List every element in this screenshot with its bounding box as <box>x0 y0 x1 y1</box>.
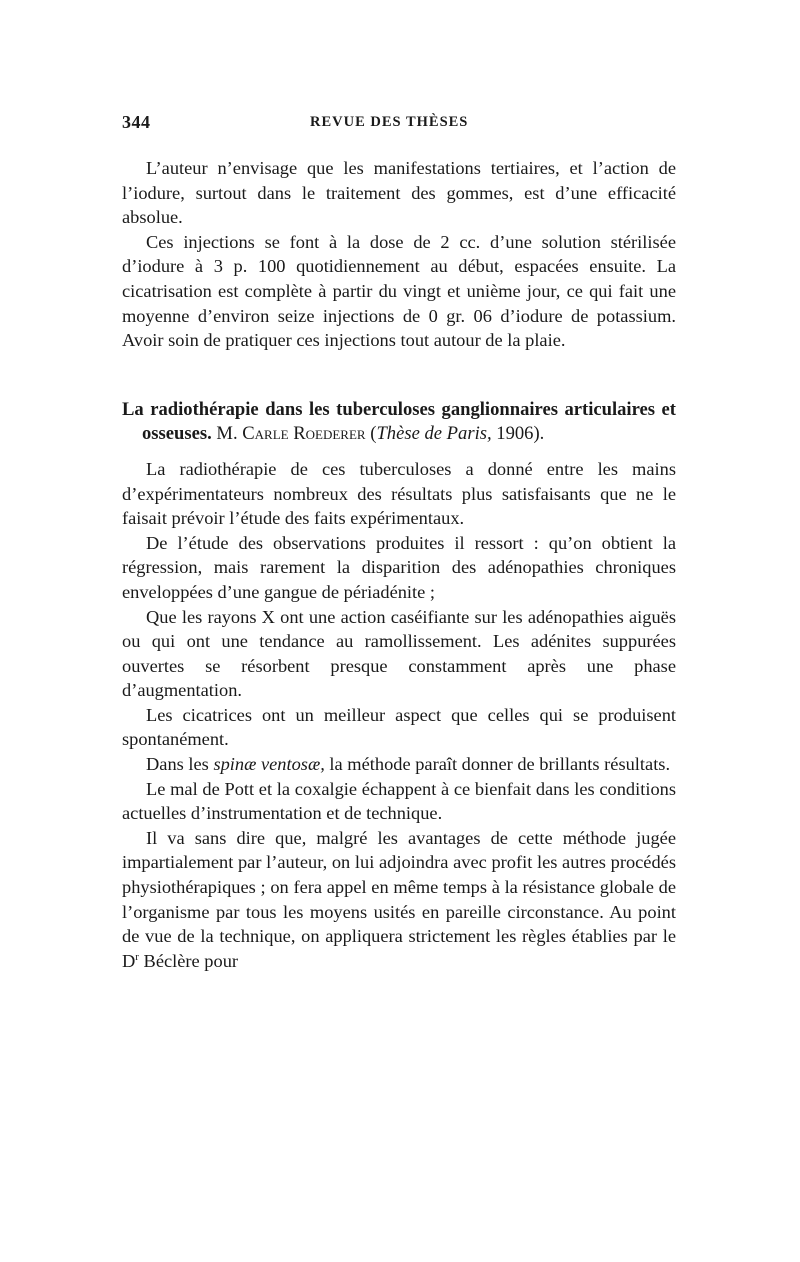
previous-article-conclusion <box>122 156 676 353</box>
spinae-before: Dans les <box>146 754 209 775</box>
running-title: REVUE DES THÈSES <box>310 114 469 130</box>
source-title: Thèse de Paris, <box>376 423 492 445</box>
doctor-superscript: r <box>135 950 139 963</box>
paragraph: L’auteur n’envisage que les manifestations tertiaires, et l’action de l’iodure, surtout dans le traitement des gommes, est d’une efficacité absolue. <box>122 158 676 228</box>
article-title: La radiothérapie dans les tuberculoses ganglionnaires articulaires et osseuses. <box>122 398 676 445</box>
last-end: Béclère pour <box>138 950 239 971</box>
article-heading <box>122 398 676 447</box>
paragraph: De l’étude des observations produites il ressort : qu’on obtient la régression, mais rarement la disparition des adénopathies chroniques enveloppées d’une gangue de périadénite ; <box>122 532 676 602</box>
author-prefix: M. <box>216 423 238 445</box>
author-last-name: Roederer <box>293 423 366 445</box>
paragraph: Ces injections se font à la dose de 2 cc. d’une solution stérilisée d’iodure à 3 p. 100 quotidiennement au début, espacées ensuite. La cicatrisation est complète à partir du vingt et unième jour, ce qui fait une moyenne d’environ seize injections de 0 gr. 06 d’iodure de potassium. Avoir soin de pratiquer ces injections tout autour de la plaie. <box>122 231 676 351</box>
source-year: 1906). <box>496 423 545 445</box>
paragraph: Que les rayons X ont une action caséifiante sur les adénopathies aiguës ou qui ont une tendance au ramollissement. Les adénites suppurées ouvertes se résorbent presque constamment après une phase d’augmentation. <box>122 606 676 701</box>
spinae-italic: spinæ ventosæ, <box>213 754 325 775</box>
paragraph: Le mal de Pott et la coxalgie échappent à ce bienfait dans les conditions actuelles d’instrumentation et de technique. <box>122 778 676 824</box>
article-body <box>122 457 676 973</box>
page-number: 344 <box>122 112 151 132</box>
running-head <box>122 112 676 136</box>
paragraph-last <box>122 826 676 974</box>
paragraph: La radiothérapie de ces tuberculoses a donné entre les mains d’expérimentateurs nombreux des résultats plus satisfaisants que ne le faisait prévoir l’étude des faits expérimentaux. <box>122 458 676 529</box>
page <box>122 112 676 973</box>
author-first-name: Carle <box>242 423 289 445</box>
source-open-paren: ( <box>370 423 377 445</box>
last-text: Il va sans dire que, malgré les avantages de cette méthode jugée impartialement par l’auteur, on lui adjoindra avec profit les autres procédés physiothérapiques ; on fera appel en même temps à la résistance globale de l’organisme par tous les moyens usités en pareille circonstance. Au point de vue de la technique, on appliquera strictement les règles établies par le D <box>122 827 676 971</box>
paragraph-spinae <box>122 752 676 777</box>
spinae-after: la méthode paraît donner de brillants résultats. <box>329 754 671 775</box>
paragraph: Les cicatrices ont un meilleur aspect que celles qui se produisent spontanément. <box>122 704 676 750</box>
